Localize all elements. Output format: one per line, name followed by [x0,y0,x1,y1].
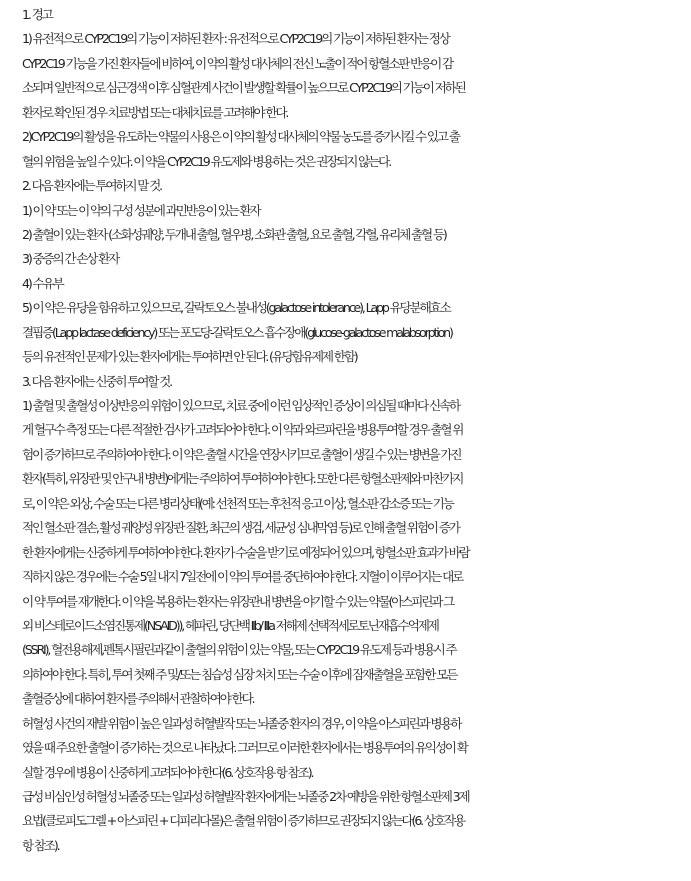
text-line: 결핍증(Lapp lactase deficiency) 또는 포도당-갈락토오스 흡수장애(glucose-galactose malabsorption) [22,324,452,340]
text-line: 허혈성 사건의 재발 위험이 높은 일과성 허혈발작 또는 뇌졸중 환자의 경우, 이 약을 아스피린과 병용하 [22,715,461,731]
text-line: 이 약 투여를 재개한다. 이 약을 복용하는 환자는 위장관내 병변을 야기할 수 있는 약물(아스피린과 그 [22,593,454,609]
text-line: 환자(특히, 위장관 및 안구내 병변)에게는 주의하여 투여하여야 한다. 또한 다른 항혈소판제와 마찬가지 [22,471,463,487]
text-line: 험이 증가하므로 주의하여야 한다. 이 약은 출혈 시간을 연장시키므로 출혈이 생길 수 있는 병변을 가진 [22,446,461,462]
heading-warnings: 1. 경고 [22,7,52,22]
text-line: 외 비스테로이드소염진통제(NSAID)), 헤파린, 당단백 IIb/ IIIa 저해제 선택적세로토닌재흡수억제제 [22,617,438,633]
text-line: 4) 수유부 [22,275,63,291]
text-line: 환자로 확인된 경우 치료방법 또는 대체치료를 고려해야 한다. [22,104,288,120]
text-line: 로, 이 약은 외상, 수술 또는 다른 병리상태(예: 선천적 또는 후천적 응고 이상, 혈소판 감소증 또는 기능 [22,495,453,511]
text-line: 게 혈구수 측정 또는 다른 적절한 검사가 고려되어야 한다. 이 약과 와르파린을 병용투여할 경우 출혈 위 [22,422,463,438]
text-line: 1) 유전적으로 CYP2C19의 기능이 저하된 환자 : 유전적으로 CYP2C19의 기능이 저하된 환자는 정상 [22,31,449,47]
text-line: 출혈증상에 대하여 환자를 주의해서 관찰하여야 한다. [22,691,254,707]
text-line: 소되며 일반적으로 심근경색 이후 심혈관계 사건이 발생할 확률이 높으므로 CYP2C19의 기능이 저하된 [22,80,465,96]
text-line: 의하여야 한다. 특히, 투여 첫째 주 및/또는 침습성 심장 처치 또는 수술 이후에 잠재출혈을 포함한 모든 [22,666,457,682]
text-line: 1) 이 약 또는 이 약의 구성 성분에 과민반응이 있는 환자 [22,202,260,218]
text-line: 적인 혈소판 결손, 활성 궤양성 위장관 질환, 최근의 생검, 세균성 심내막염 등)로 인해 출혈 위험이 증가 [22,520,459,536]
text-line: 실할 경우에 병용이 신중하게 고려되어야 한다(6. 상호작용 항 참조). [22,764,313,780]
text-line: 급성 비심인성 허혈성 뇌졸중 또는 일과성 허혈발작 환자에게는 뇌졸중 2차 예방을 위한 항혈소판제 3제 [22,789,469,804]
text-line: 3) 중증의 간 손상 환자 [22,251,119,267]
text-line: 2) 출혈이 있는 환자 (소화성궤양, 두개내 출혈, 혈우병, 소화관 출혈, 요로 출혈, 각혈, 유리체 출혈 등) [22,226,446,242]
text-line: 혈의 위험을 높일 수 있다. 이 약을 CYP2C19 유도제와 병용하는 것은 권장되지 않는다. [22,153,391,169]
text-line: 요법(클로피도그렐 + 아스피린 + 디피리다몰)은 출혈 위험이 증가하므로 권장되지 않는다(6. 상호작용 [22,813,464,829]
text-line: 였을 때 주요한 출혈이 증가하는 것으로 나타났다. 그러므로 이러한 환자에서는 병용투여의 유익성이 확 [22,740,467,756]
text-line: CYP2C19 기능을 가진 환자들에 비하여, 이 약의 활성 대사체의 전신 노출이 적어 항혈소판 반응이 감 [22,55,452,71]
text-line: 1) 출혈 및 출혈성 이상반응의 위험이 있으므로, 치료 중에 이런 임상적인 증상이 의심될 때마다 신속하 [22,398,460,413]
text-line: (SSRI), 혈전용해제,펜톡시필린과같이 출혈의 위험이 있는 약물, 또는 CYP2C19 유도제 등과 병용시 주 [22,642,456,658]
text-line: 5) 이 약은 유당을 함유하고 있으므로, 갈락토오스 불내성(galactose intolerance), Lapp 유당분해효소 [22,300,450,316]
text-line: 직하지 않은 경우에는 수술 5일 내지 7일전에 이 약의 투여를 중단하여야 한다. 지혈이 이루어지는 대로 [22,569,463,585]
heading-contraindications: 2. 다음 환자에는 투여하지 말 것. [22,178,162,194]
text-line: 2)CYP2C19의 활성을 유도하는 약물의 사용은 이 약의 활성 대사체의 약물 농도를 증가시킬 수 있고 출 [22,129,459,145]
text-line: 항 참조). [22,837,59,853]
text-line: 등의 유전적인 문제가 있는 환자에게는 투여하면 안 된다. (유당함유제제 한함) [22,349,357,365]
heading-precautions: 3. 다음 환자에는 신중히 투여할 것. [22,373,172,389]
text-line: 한 환자에게는 신중하게 투여하여야 한다. 환자가 수술을 받기로 예정되어 있으며, 항혈소판 효과가 바람 [22,544,469,560]
